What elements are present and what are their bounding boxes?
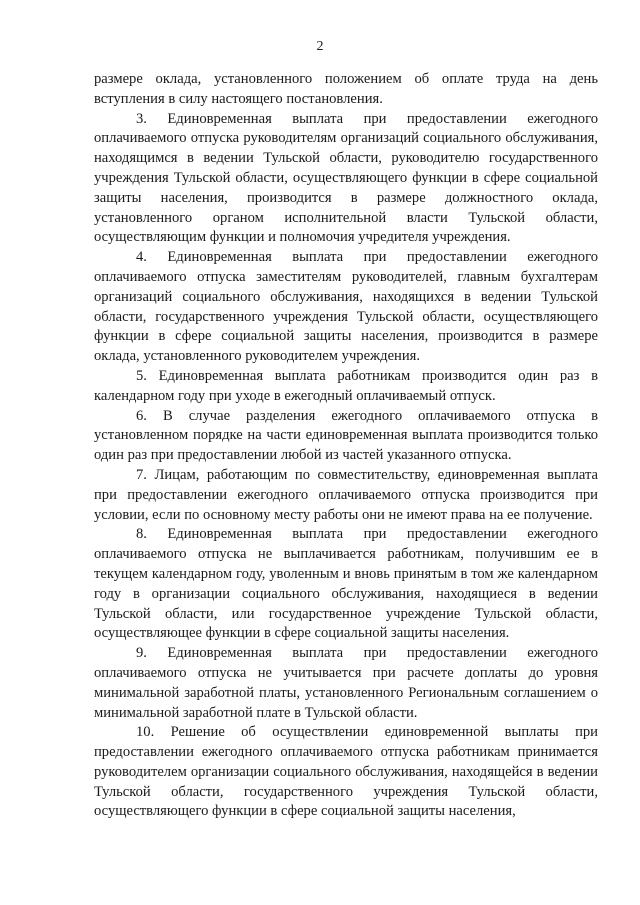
paragraph-4: 4. Единовременная выплата при предоставлении ежегодного оплачиваемого отпуска заместителям руководителей, главным бухгалтерам организаций социального обслуживания, находящихся в ведении Тульской области, государственного учреждения Тульской области, осуществляющего функции в сфере социальной защиты населения, производится в размере оклада, установленного руководителем учреждения. [94, 249, 598, 365]
paragraph-3: 3. Единовременная выплата при предоставлении ежегодного оплачиваемого отпуска руководителям организаций социального обслуживания, находящимся в ведении Тульской области, руководителю государственного учреждения Тульской области, осуществляющего функции в сфере социальной защиты населения, производится в размере должностного оклада, установленного органом исполнительной власти Тульской области, осуществляющим функции и полномочия учредителя учреждения. [94, 110, 598, 246]
paragraph-8: 8. Единовременная выплата при предоставлении ежегодного оплачиваемого отпуска не выплачивается работникам, получившим ее в текущем календарном году, уволенным и вновь принятым в том же календарном году в организации социального обслуживания, находящиеся в ведении Тульской области, или государственное учреждение Тульской области, осуществляющее функции в сфере социальной защиты населения. [94, 526, 598, 642]
page-number: 2 [316, 39, 324, 54]
document-body [94, 70, 598, 822]
paragraph-7: 7. Лицам, работающим по совместительству, единовременная выплата при предоставлении ежегодного оплачиваемого отпуска производится при условии, если по основному месту работы они не имеют права на ее получение. [94, 466, 598, 523]
paragraph-9: 9. Единовременная выплата при предоставлении ежегодного оплачиваемого отпуска не учитывается при расчете доплаты до уровня минимальной заработной платы, установленного Региональным соглашением о минимальной заработной плате в Тульской области. [94, 645, 598, 721]
paragraph-10: 10. Решение об осуществлении единовременной выплаты при предоставлении ежегодного оплачиваемого отпуска работникам принимается руководителем организации социального обслуживания, находящейся в ведении Тульской области, государственного учреждения Тульской области, осуществляющего функции в сфере социальной защиты населения, [94, 724, 598, 820]
paragraph-6: 6. В случае разделения ежегодного оплачиваемого отпуска в установленном порядке на части единовременная выплата производится только один раз при предоставлении любой из частей указанного отпуска. [94, 407, 598, 464]
paragraph-continuation: размере оклада, установленного положением об оплате труда на день вступления в силу настоящего постановления. [94, 71, 598, 107]
paragraph-5: 5. Единовременная выплата работникам производится один раз в календарном году при уходе в ежегодный оплачиваемый отпуск. [94, 367, 598, 404]
